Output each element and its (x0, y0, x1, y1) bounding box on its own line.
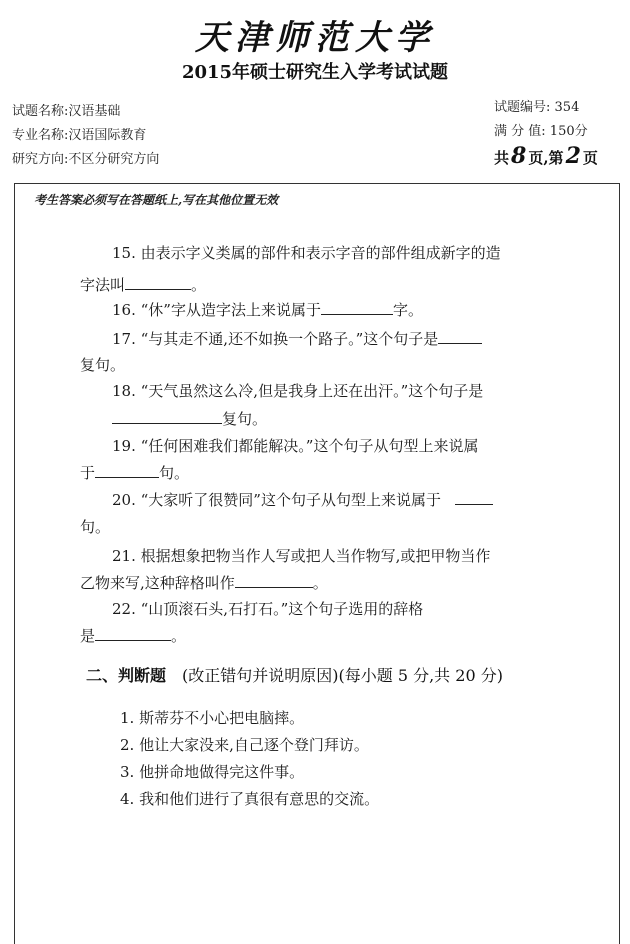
subject-value: 汉语基础 (68, 104, 121, 119)
section-2-heading (86, 663, 503, 686)
pages-mid: 页,第 (528, 149, 564, 167)
question-20-line2: 句。 (80, 518, 111, 536)
question-number: 16. (112, 301, 136, 319)
question-text: 字。 (392, 301, 423, 319)
answer-blank (125, 275, 191, 290)
answer-blank (235, 573, 313, 588)
answer-blank (95, 626, 171, 641)
question-number: 18. (112, 382, 136, 400)
question-text: 。 (312, 574, 328, 592)
question-text: “大家听了很赞同”这个句子从句型上来说属于 (140, 491, 441, 509)
question-18-line1 (112, 380, 483, 401)
question-text: 复句。 (222, 410, 268, 428)
question-text: 。 (171, 627, 187, 645)
university-name: 天津师范大学 (195, 18, 435, 58)
direction-label: 研究方向: (12, 152, 69, 167)
major-row (12, 124, 146, 143)
question-text: “山顶滚石头,石打石。”这个句子选用的辞格 (140, 600, 424, 618)
question-text: 字法叫 (80, 276, 126, 294)
question-text: “与其走不通,还不如换一个路子。”这个句子是 (140, 330, 439, 348)
judge-item: 1. 斯蒂芬不小心把电脑摔。 (120, 709, 305, 727)
score-value: 150分 (549, 124, 588, 139)
question-text: 句。 (159, 464, 190, 482)
page-indicator (494, 143, 598, 169)
judge-item: 4. 我和他们进行了真很有意思的交流。 (120, 790, 380, 808)
question-text: 是 (80, 627, 96, 645)
question-text: 乙物来写,这种辞格叫作 (80, 574, 235, 592)
direction-value: 不区分研究方向 (68, 152, 160, 167)
question-16-line1 (112, 299, 423, 320)
pages-total: 8 (511, 143, 527, 169)
question-text: 于 (80, 464, 96, 482)
pages-current: 2 (565, 143, 581, 169)
question-21-line1 (112, 545, 490, 566)
question-number: 17. (112, 330, 136, 348)
section-note: (改正错句并说明原因)(每小题 5 分,共 20 分) (182, 666, 503, 685)
question-15-line1 (112, 242, 501, 263)
question-20-line1 (112, 489, 493, 510)
score-label: 满 分 值: (494, 124, 546, 139)
question-text: 由表示字义类属的部件和表示字音的部件组成新字的造 (140, 244, 501, 262)
exam-title: 2015年硕士研究生入学考试试题 (181, 62, 449, 83)
question-17-line1 (112, 328, 482, 349)
question-17-line2: 复句。 (80, 356, 126, 374)
major-label: 专业名称: (12, 128, 69, 143)
question-number: 21. (112, 547, 136, 565)
question-number: 15. (112, 244, 136, 262)
answer-blank (95, 463, 159, 478)
question-19-line2 (80, 462, 189, 483)
direction-row (12, 148, 159, 167)
question-text: 根据想象把物当作人写或把人当作物写,或把甲物当作 (140, 547, 491, 565)
code-value: 354 (554, 100, 580, 115)
question-15-line2 (80, 274, 206, 295)
question-text: “天气虽然这么冷,但是我身上还在出汗。”这个句子是 (140, 382, 484, 400)
answer-blank (112, 409, 222, 424)
pages-suffix: 页 (582, 149, 598, 167)
question-number: 19. (112, 437, 136, 455)
major-value: 汉语国际教育 (68, 128, 147, 143)
question-22-line2 (80, 625, 186, 646)
subject-row (12, 100, 120, 119)
question-22-line1 (112, 598, 423, 619)
judge-item: 3. 他拼命地做得完这件事。 (120, 763, 305, 781)
code-label: 试题编号: (494, 100, 551, 115)
pages-prefix: 共 (494, 149, 510, 167)
question-text: “任何困难我们都能解决。”这个句子从句型上来说属 (140, 437, 479, 455)
question-19-line1 (112, 435, 478, 456)
question-text: “休”字从造字法上来说属于 (140, 301, 321, 319)
question-text: 。 (191, 276, 207, 294)
answer-blank (321, 300, 393, 315)
code-row (494, 96, 579, 115)
answer-blank (438, 329, 482, 344)
question-18-line2 (112, 408, 267, 429)
section-title: 二、判断题 (86, 666, 167, 685)
question-number: 22. (112, 600, 136, 618)
question-number: 20. (112, 491, 136, 509)
question-21-line2 (80, 572, 328, 593)
answer-notice: 考生答案必须写在答题纸上,写在其他位置无效 (34, 193, 279, 207)
score-row (494, 120, 588, 139)
answer-blank (455, 490, 493, 505)
judge-item: 2. 他让大家没来,自己逐个登门拜访。 (120, 736, 369, 754)
subject-label: 试题名称: (12, 104, 69, 119)
